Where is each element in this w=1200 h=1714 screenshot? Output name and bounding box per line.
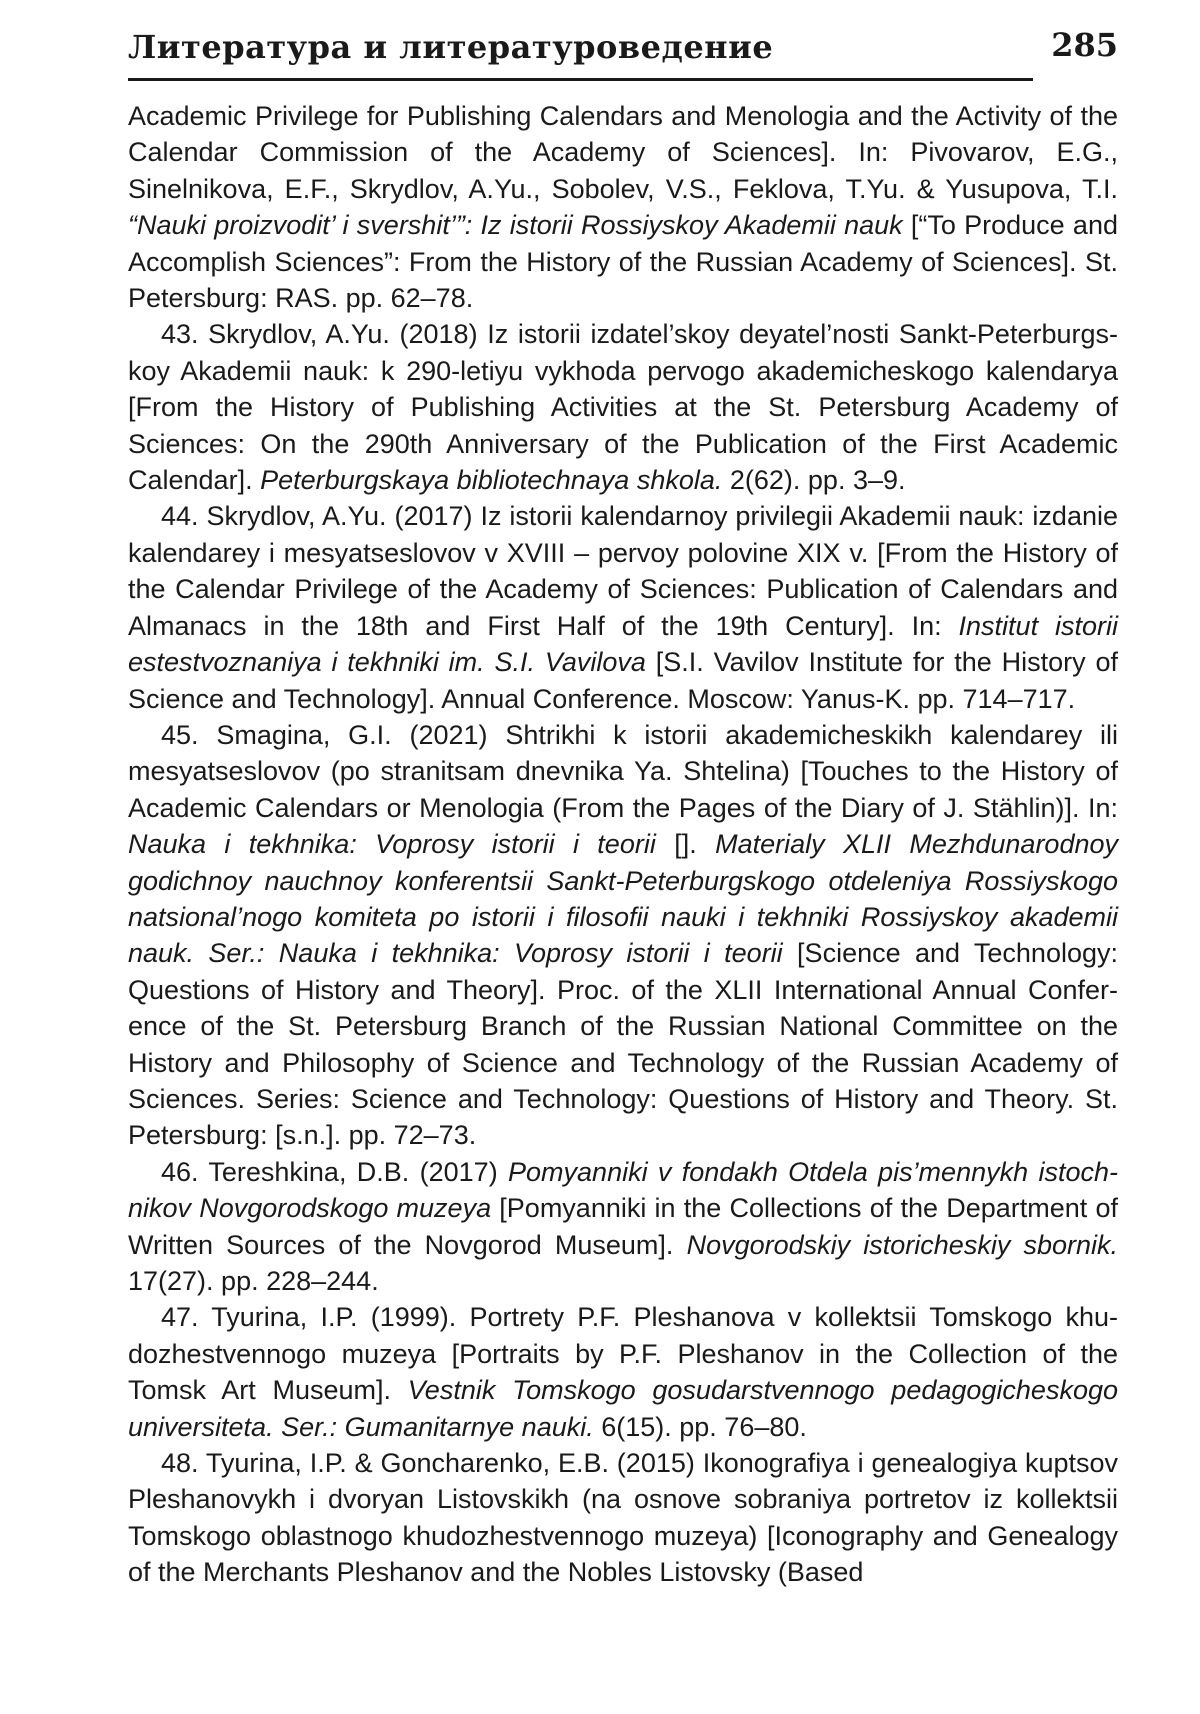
reference-45 [128,717,1118,1154]
reference-44 [128,498,1118,716]
reference-title-italic: Institut istorii estestvoznaniya i tekhniki im. S.I. Vavilova [128,610,1119,678]
reference-text: [“To Produce and Accomplish Sciences”: From the History of the Russian Academy of Sciences]. St. Petersburg: RAS. pp. 62–78. [128,210,1118,314]
reference-text: 43. Skrydlov, A.Yu. (2018) Iz istorii izdatel’skoy deyatel’nosti Sankt-Peterburgskoy Akademii nauk: k 290-letiyu vykhoda pervogo akademicheskogo kalendarya [From the History of Publishing Activities at the St. Petersburg Academy of Sciences: On the 290th Anniversary of the Publication of the First Academic Calendar]. [128,319,1118,496]
reference-title-italic: Nauka i tekhnika: Voprosy istorii i teorii [128,829,656,860]
reference-text: 48. Tyurina, I.P. & Goncharenko, E.B. (2015) Ikonografiya i genealogiya kuptsov Pleshanovykh i dvoryan Listovskikh (na osnove sobraniya portretov iz kollektsii Tomskogo oblastnogo khudozhestvennogo muzeya) [Iconography and Genealogy of the Merchants Pleshanov and the Nobles Listovsky (Based [128,1448,1118,1588]
reference-list [128,98,1118,1591]
reference-text: []. [655,829,716,860]
reference-text: 6(15). pp. 76–80. [593,1411,807,1442]
reference-text: 44. Skrydlov, A.Yu. (2017) Iz istorii kalendarnoy privilegii Akademii nauk: izdanie kalendarey i mesyatseslovov v XVIII – pervoy polovine XIX v. [From the History of the Calendar Privilege of the Academy of Sciences: Publication of Calendars and Almanacs in the 18th and First Half of the 19th Century]. In: [128,501,1118,641]
reference-text: [Science and Technology: Questions of History and Theory]. Proc. of the XLII International Annual Conference of the St. Petersburg Branch of the Russian National Committee on the History and Philosophy of Science and Technology of the Russian Academy of Sciences. Series: Science and Technology: Questions of History and Theory. St. Petersburg: [s.n.]. pp. 72–73. [128,938,1119,1151]
reference-title-italic: “Nauki proizvodit’ i svershit’”: Iz istorii Rossiyskoy Akademii nauk [128,210,903,241]
reference-title-italic: Materialy XLII Mezhdunarodnoy godichnoy nauchnoy konferentsii Sankt-Peterburgskogo otdeleniya Rossiyskogo natsional’nogo komiteta po istorii i filosofii nauki i tekhniki Rossiyskoy akademii nauk. Ser.: Nauka i tekhnika: Voprosy istorii i teorii [128,829,1118,969]
reference-43 [128,316,1118,498]
reference-46 [128,1154,1118,1300]
reference-text: 45. Smagina, G.I. (2021) Shtrikhi k istorii akademicheskikh kalendarey ili mesyatseslovov (po stranitsam dnevnika Ya. Shtelina) [Touches to the History of Academic Calendars or Menologia (From the Pages of the Diary of J. Stählin)]. In: [128,719,1118,823]
page-number: 285 [1051,26,1118,64]
reference-title-italic: Vestnik Tomskogo gosudarstvennogo pedagogicheskogo universiteta. Ser.: Gumanitarnye nauki. [128,1375,1118,1442]
reference-48 [128,1445,1118,1591]
reference-text: [Pomyanniki in the Collections of the Department of Written Sources of the Novgorod Museum]. [128,1193,1118,1260]
reference-text: 47. Tyurina, I.P. (1999). Portrety P.F. Pleshanova v kollektsii Tomskogo khudozhestvennogo muzeya [Portraits by P.F. Pleshanov in the Collection of the Tomsk Art Museum]. [128,1302,1118,1406]
running-head [128,22,1118,78]
header-rule [128,78,1033,81]
reference-text: Academic Privilege for Publishing Calendars and Menologia and the Activity of the Calendar Commission of the Academy of Sciences]. In: Pivovarov, E.G., Sinelnikova, E.F., Skrydlov, A.Yu., Sobolev, V.S., Feklova, T.Yu. & Yusupova, T.I. [128,101,1118,204]
running-title: Литература и литературоведение [128,28,774,66]
reference-title-italic: Novgorodskiy istoricheskiy sbornik. [686,1229,1119,1260]
reference-text: [S.I. Vavilov Institute for the History of Science and Technology]. Annual Conference. Moscow: Yanus-K. pp. 714–717. [128,647,1118,714]
reference-continuation [128,98,1118,316]
reference-title-italic: Pomyanniki v fondakh Otdela pis’mennykh istochnikov Novgorodskogo muzeya [128,1156,1118,1224]
reference-text: 17(27). pp. 228–244. [128,1266,379,1296]
reference-title-italic: Peterburgskaya bibliotechnaya shkola. [260,465,723,496]
reference-47 [128,1299,1118,1445]
reference-text: 2(62). pp. 3–9. [722,465,906,496]
reference-text: 46. Tereshkina, D.B. (2017) [161,1156,509,1187]
